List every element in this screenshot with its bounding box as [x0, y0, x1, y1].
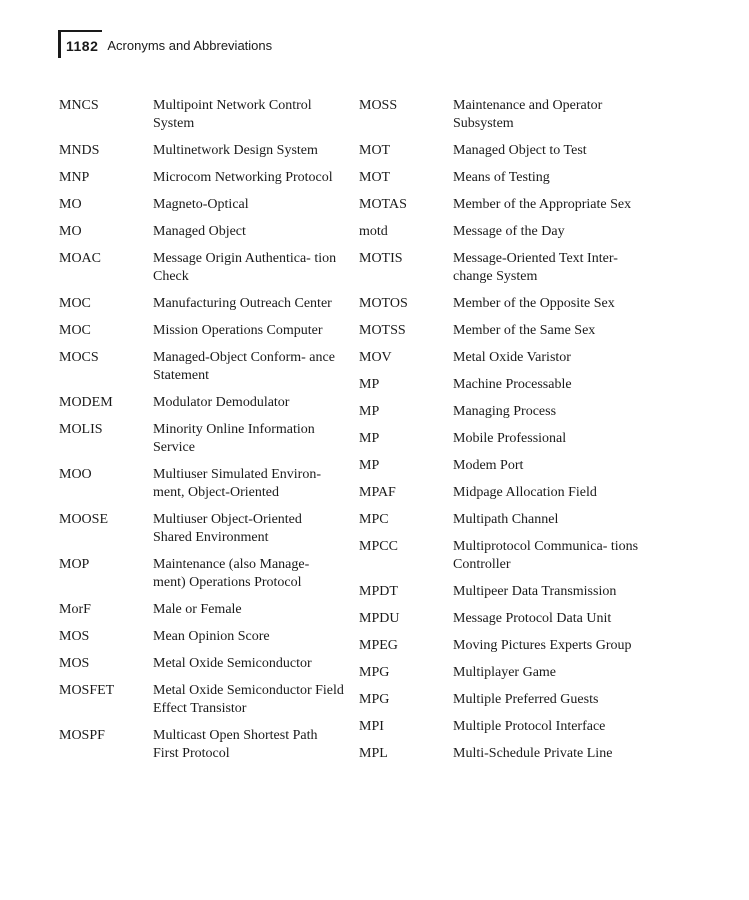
entry-abbreviation: MOC	[59, 323, 91, 338]
entry-definition: Member of the Same Sex	[453, 323, 596, 338]
entry-definition: Managed Object to Test	[453, 143, 587, 158]
glossary-entry	[359, 457, 649, 475]
glossary-entry	[59, 142, 344, 160]
entry-definition: Metal Oxide Varistor	[453, 350, 571, 365]
glossary-entry	[59, 223, 344, 241]
glossary-entry	[359, 511, 649, 529]
glossary-entry	[59, 196, 344, 214]
entry-abbreviation: MPG	[359, 665, 390, 680]
glossary-entry	[59, 169, 344, 187]
entry-abbreviation: MPAF	[359, 485, 396, 500]
entry-abbreviation: MP	[359, 404, 380, 419]
entry-abbreviation: MPDU	[359, 611, 400, 626]
entry-definition: Multi-Schedule Private Line	[453, 746, 613, 761]
entry-abbreviation: MOSFET	[59, 683, 115, 698]
entry-abbreviation: MO	[59, 224, 82, 239]
glossary-entry	[359, 538, 649, 574]
glossary-entry	[59, 511, 344, 547]
entry-abbreviation: MOV	[359, 350, 392, 365]
entry-abbreviation: MOTIS	[359, 251, 403, 266]
entry-abbreviation: MOCS	[59, 350, 99, 365]
entry-abbreviation: MOOSE	[59, 512, 109, 527]
entry-definition: Multipoint Network Control System	[153, 98, 312, 131]
entry-definition: Message-Oriented Text Inter- change System	[453, 251, 618, 284]
entry-abbreviation: MNCS	[59, 98, 99, 113]
entry-abbreviation: MOSS	[359, 98, 398, 113]
entry-abbreviation: MPDT	[359, 584, 398, 599]
page-header	[58, 30, 272, 58]
entry-definition: Metal Oxide Semiconductor	[153, 656, 312, 671]
entry-abbreviation: MOT	[359, 143, 391, 158]
entry-definition: Means of Testing	[453, 170, 550, 185]
entry-abbreviation: MOO	[59, 467, 92, 482]
glossary-entry	[359, 664, 649, 682]
left-column	[59, 97, 344, 772]
entry-definition: Manufacturing Outreach Center	[153, 296, 332, 311]
entry-definition: Maintenance and Operator Subsystem	[453, 98, 603, 131]
entry-abbreviation: MPC	[359, 512, 389, 527]
glossary-entry	[59, 295, 344, 313]
entry-definition: Minority Online Information Service	[153, 422, 315, 455]
glossary-entry	[359, 403, 649, 421]
entry-definition: Maintenance (also Manage- ment) Operations Protocol	[153, 557, 310, 590]
entry-definition: Multiprotocol Communica- tions Controller	[453, 539, 639, 572]
entry-definition: Multiuser Object-Oriented Shared Environment	[153, 512, 302, 545]
entry-abbreviation: motd	[359, 224, 388, 239]
glossary-entry	[359, 745, 649, 763]
glossary-entry	[59, 322, 344, 340]
glossary-entry	[359, 295, 649, 313]
entry-definition: Managed Object	[153, 224, 246, 239]
glossary-entry	[59, 655, 344, 673]
entry-abbreviation: MOS	[59, 656, 90, 671]
glossary-entry	[59, 394, 344, 412]
entry-abbreviation: MO	[59, 197, 82, 212]
glossary-entry	[359, 637, 649, 655]
glossary-entry	[359, 196, 649, 214]
entry-definition: Machine Processable	[453, 377, 572, 392]
entry-definition: Midpage Allocation Field	[453, 485, 597, 500]
entry-definition: Multiple Preferred Guests	[453, 692, 599, 707]
entry-definition: Multinetwork Design System	[153, 143, 318, 158]
entry-abbreviation: MODEM	[59, 395, 113, 410]
entry-definition: Magneto-Optical	[153, 197, 249, 212]
entry-abbreviation: MPCC	[359, 539, 398, 554]
glossary-entry	[59, 349, 344, 385]
entry-definition: Managed-Object Conform- ance Statement	[153, 350, 335, 383]
glossary-entry	[359, 376, 649, 394]
entry-abbreviation: MOTAS	[359, 197, 407, 212]
entry-abbreviation: MOAC	[59, 251, 102, 266]
entry-abbreviation: MOS	[59, 629, 90, 644]
header-bar	[58, 30, 61, 58]
glossary-entry	[359, 484, 649, 502]
glossary-entry	[59, 97, 344, 133]
glossary-entry	[59, 250, 344, 286]
entry-abbreviation: MOTOS	[359, 296, 408, 311]
glossary-entry	[59, 421, 344, 457]
entry-abbreviation: MP	[359, 431, 380, 446]
entry-abbreviation: MPL	[359, 746, 388, 761]
entry-abbreviation: MOSPF	[59, 728, 105, 743]
entry-definition: Multiplayer Game	[453, 665, 557, 680]
glossary-entry	[59, 682, 344, 718]
glossary-entry	[359, 97, 649, 133]
glossary-entry	[59, 628, 344, 646]
page-number: 1182	[66, 38, 99, 54]
glossary-entry	[59, 556, 344, 592]
glossary-entry	[359, 322, 649, 340]
glossary-entry	[59, 466, 344, 502]
glossary-entry	[359, 610, 649, 628]
entry-abbreviation: MOP	[59, 557, 90, 572]
entry-abbreviation: MOT	[359, 170, 391, 185]
glossary-entry	[59, 727, 344, 763]
entry-abbreviation: MOTSS	[359, 323, 406, 338]
entry-definition: Modem Port	[453, 458, 524, 473]
glossary-entry	[359, 142, 649, 160]
entry-definition: Metal Oxide Semiconductor Field Effect Transistor	[153, 683, 344, 716]
entry-definition: Message Protocol Data Unit	[453, 611, 612, 626]
entry-definition: Message of the Day	[453, 224, 565, 239]
entry-abbreviation: MorF	[59, 602, 91, 617]
entry-abbreviation: MNDS	[59, 143, 100, 158]
entry-abbreviation: MNP	[59, 170, 90, 185]
glossary-entry	[359, 349, 649, 367]
entry-abbreviation: MOLIS	[59, 422, 103, 437]
entry-abbreviation: MPI	[359, 719, 384, 734]
entry-definition: Multicast Open Shortest Path First Protocol	[153, 728, 318, 761]
entry-abbreviation: MPEG	[359, 638, 398, 653]
glossary-entry	[359, 223, 649, 241]
entry-definition: Message Origin Authentica- tion Check	[153, 251, 337, 284]
entry-definition: Mission Operations Computer	[153, 323, 323, 338]
glossary-entry	[359, 583, 649, 601]
entry-definition: Multiple Protocol Interface	[453, 719, 606, 734]
entry-definition: Moving Pictures Experts Group	[453, 638, 632, 653]
entry-definition: Mobile Professional	[453, 431, 567, 446]
right-column	[359, 97, 649, 772]
entry-abbreviation: MOC	[59, 296, 91, 311]
glossary-entry	[359, 691, 649, 709]
glossary-entry	[359, 169, 649, 187]
entry-definition: Multiuser Simulated Environ- ment, Object-Oriented	[153, 467, 321, 500]
entry-definition: Male or Female	[153, 602, 242, 617]
glossary-entry	[359, 250, 649, 286]
entry-abbreviation: MP	[359, 458, 380, 473]
glossary-entry	[359, 430, 649, 448]
entry-definition: Member of the Appropriate Sex	[453, 197, 632, 212]
entry-definition: Microcom Networking Protocol	[153, 170, 333, 185]
glossary-entry	[59, 601, 344, 619]
glossary-entry	[359, 718, 649, 736]
entry-abbreviation: MP	[359, 377, 380, 392]
entry-definition: Mean Opinion Score	[153, 629, 270, 644]
entry-abbreviation: MPG	[359, 692, 390, 707]
entry-definition: Modulator Demodulator	[153, 395, 290, 410]
entry-definition: Multipeer Data Transmission	[453, 584, 617, 599]
entry-definition: Multipath Channel	[453, 512, 559, 527]
running-title: Acronyms and Abbreviations	[107, 38, 273, 53]
entry-definition: Managing Process	[453, 404, 557, 419]
entry-definition: Member of the Opposite Sex	[453, 296, 615, 311]
